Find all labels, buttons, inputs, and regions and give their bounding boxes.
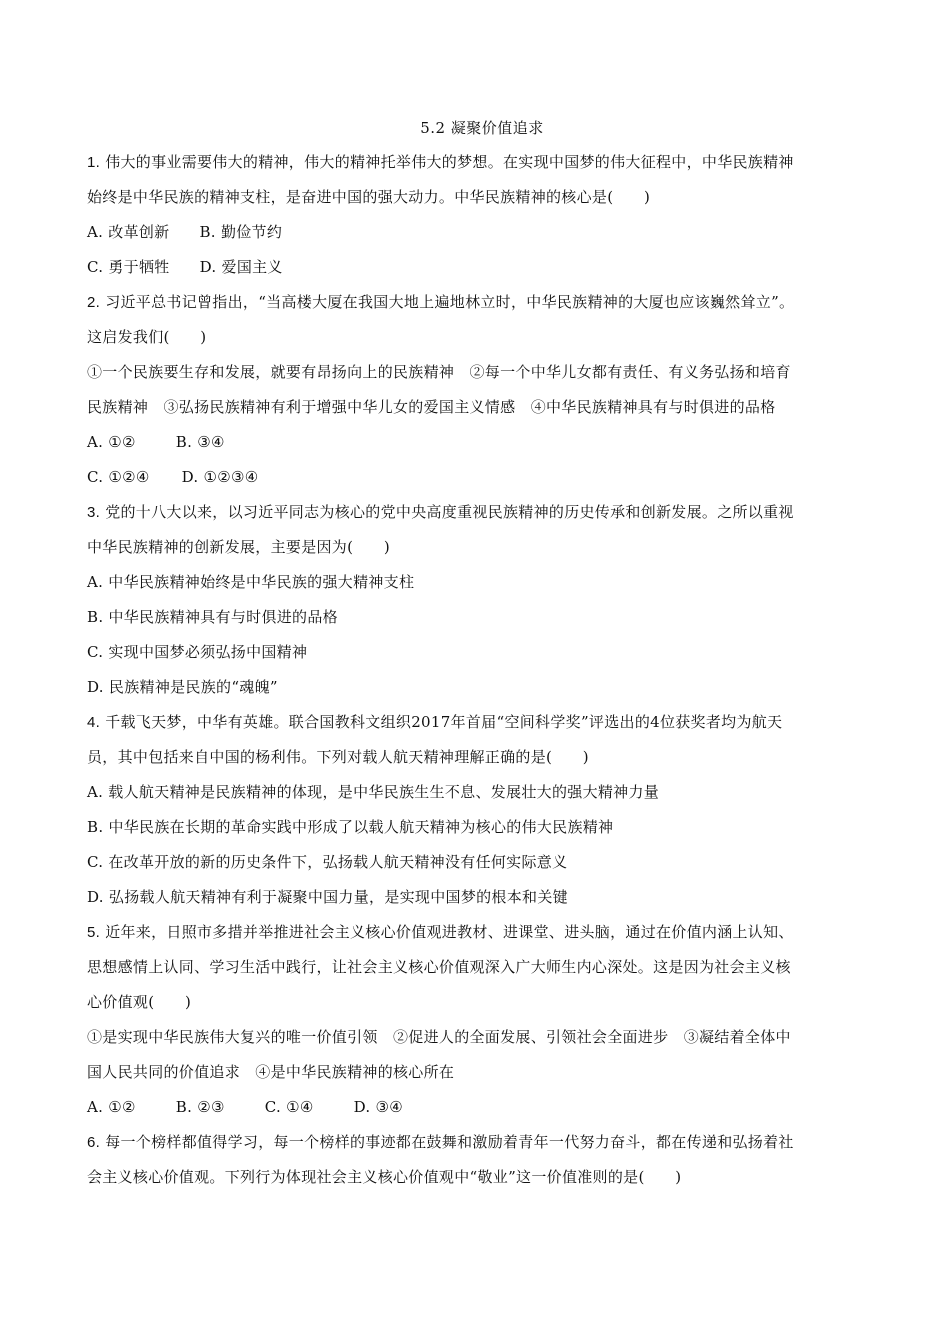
question-1-stem-line-2: 始终是中华民族的精神支柱，是奋进中国的强大动力。中华民族精神的核心是( ) (87, 188, 651, 206)
question-5-text-1: 近年来，日照市多措并举推进社会主义核心价值观进教材、进课堂、进头脑，通过在价值内涵上认知、 (105, 923, 794, 941)
question-5-option-c: C. ①④ (264, 1098, 314, 1116)
question-2-option-c: C. ①②④ (87, 468, 150, 486)
question-2-number: 2. (87, 294, 101, 311)
question-3-option-d: D. 民族精神是民族的“魂魄” (87, 678, 278, 696)
question-1-stem-line-1 (87, 145, 877, 180)
question-2-option-d: D. ①②③④ (181, 468, 259, 486)
question-4-option-d: D. 弘扬载人航天精神有利于凝聚中国力量，是实现中国梦的根本和关键 (87, 888, 568, 906)
question-3-option-a: A. 中华民族精神始终是中华民族的强大精神支柱 (87, 573, 415, 591)
question-5-number: 5. (87, 924, 101, 941)
question-5-statements-line-2: 国人民共同的价值追求 ④是中华民族精神的核心所在 (87, 1063, 455, 1081)
question-1-option-c: C. 勇于牺牲 (87, 258, 170, 276)
question-2-statements-line-1: ①一个民族要生存和发展，就要有昂扬向上的民族精神 ②每一个中华儿女都有责任、有义务弘扬和培育 (87, 363, 791, 381)
question-3-text-1: 党的十八大以来，以习近平同志为核心的党中央高度重视民族精神的历史传承和创新发展。之所以重视 (105, 503, 794, 521)
question-3-stem-line-1 (87, 495, 877, 530)
question-1-option-a: A. 改革创新 (87, 223, 170, 241)
question-2-stem-line-1 (87, 285, 877, 320)
question-1-number: 1. (87, 154, 101, 171)
question-6-text-1: 每一个榜样都值得学习，每一个榜样的事迹都在鼓舞和激励着青年一代努力奋斗，都在传递和弘扬着社 (105, 1133, 794, 1151)
question-2-option-b: B. ③④ (175, 433, 225, 451)
question-3-option-c: C. 实现中国梦必须弘扬中国精神 (87, 643, 308, 661)
question-6-number: 6. (87, 1134, 101, 1151)
question-2-options-row-1 (87, 425, 877, 460)
question-5-stem-line-3: 心价值观( ) (87, 993, 192, 1011)
question-1 (87, 145, 877, 285)
question-5 (87, 915, 877, 1125)
question-1-text-1: 伟大的事业需要伟大的精神，伟大的精神托举伟大的梦想。在实现中国梦的伟大征程中，中华民族精神 (105, 153, 794, 171)
question-2-option-a: A. ①② (87, 433, 136, 451)
question-3-option-b: B. 中华民族精神具有与时俱进的品格 (87, 608, 338, 626)
question-2-options-row-2 (87, 460, 877, 495)
question-6-stem-line-2: 会主义核心价值观。下列行为体现社会主义核心价值观中“敬业”这一价值准则的是( ) (87, 1168, 682, 1186)
question-4-option-a: A. 载人航天精神是民族精神的体现，是中华民族生生不息、发展壮大的强大精神力量 (87, 783, 660, 801)
question-4-stem-line-2: 员，其中包括来自中国的杨利伟。下列对载人航天精神理解正确的是( ) (87, 748, 589, 766)
question-5-stem-line-2: 思想感情上认同、学习生活中践行，让社会主义核心价值观深入广大师生内心深处。这是因为社会主义核 (87, 958, 791, 976)
question-2-statements-line-2: 民族精神 ③弘扬民族精神有利于增强中华儿女的爱国主义情感 ④中华民族精神具有与时俱进的品格 (87, 398, 776, 416)
question-4-option-c: C. 在改革开放的新的历史条件下，弘扬载人航天精神没有任何实际意义 (87, 853, 568, 871)
question-1-options-row-1 (87, 215, 877, 250)
question-2 (87, 285, 877, 495)
page-title: 5.2 凝聚价值追求 (420, 119, 544, 137)
question-1-option-b: B. 勤俭节约 (199, 223, 283, 241)
question-5-option-b: B. ②③ (175, 1098, 225, 1116)
question-5-option-d: D. ③④ (353, 1098, 404, 1116)
question-4-option-b: B. 中华民族在长期的革命实践中形成了以载人航天精神为核心的伟大民族精神 (87, 818, 614, 836)
question-4-number: 4. (87, 714, 101, 731)
question-5-option-a: A. ①② (87, 1098, 136, 1116)
question-3-number: 3. (87, 504, 101, 521)
question-5-options-row (87, 1090, 877, 1125)
document-page (87, 113, 877, 1195)
question-5-stem-line-1 (87, 915, 877, 950)
question-1-option-d: D. 爱国主义 (199, 258, 283, 276)
question-4-stem-line-1 (87, 705, 877, 740)
question-2-text-1: 习近平总书记曾指出，“当高楼大厦在我国大地上遍地林立时，中华民族精神的大厦也应该巍然耸立”。 (105, 293, 795, 311)
question-4-text-1: 千载飞天梦，中华有英雄。联合国教科文组织2017年首届“空间科学奖”评选出的4位获奖者均为航天 (105, 713, 783, 731)
question-4 (87, 705, 877, 915)
question-2-stem-line-2: 这启发我们( ) (87, 328, 207, 346)
question-6 (87, 1125, 877, 1195)
question-3-stem-line-2: 中华民族精神的创新发展，主要是因为( ) (87, 538, 391, 556)
question-6-stem-line-1 (87, 1125, 877, 1160)
question-5-statements-line-1: ①是实现中华民族伟大复兴的唯一价值引领 ②促进人的全面发展、引领社会全面进步 ③凝结着全体中 (87, 1028, 791, 1046)
question-3 (87, 495, 877, 705)
question-1-options-row-2 (87, 250, 877, 285)
